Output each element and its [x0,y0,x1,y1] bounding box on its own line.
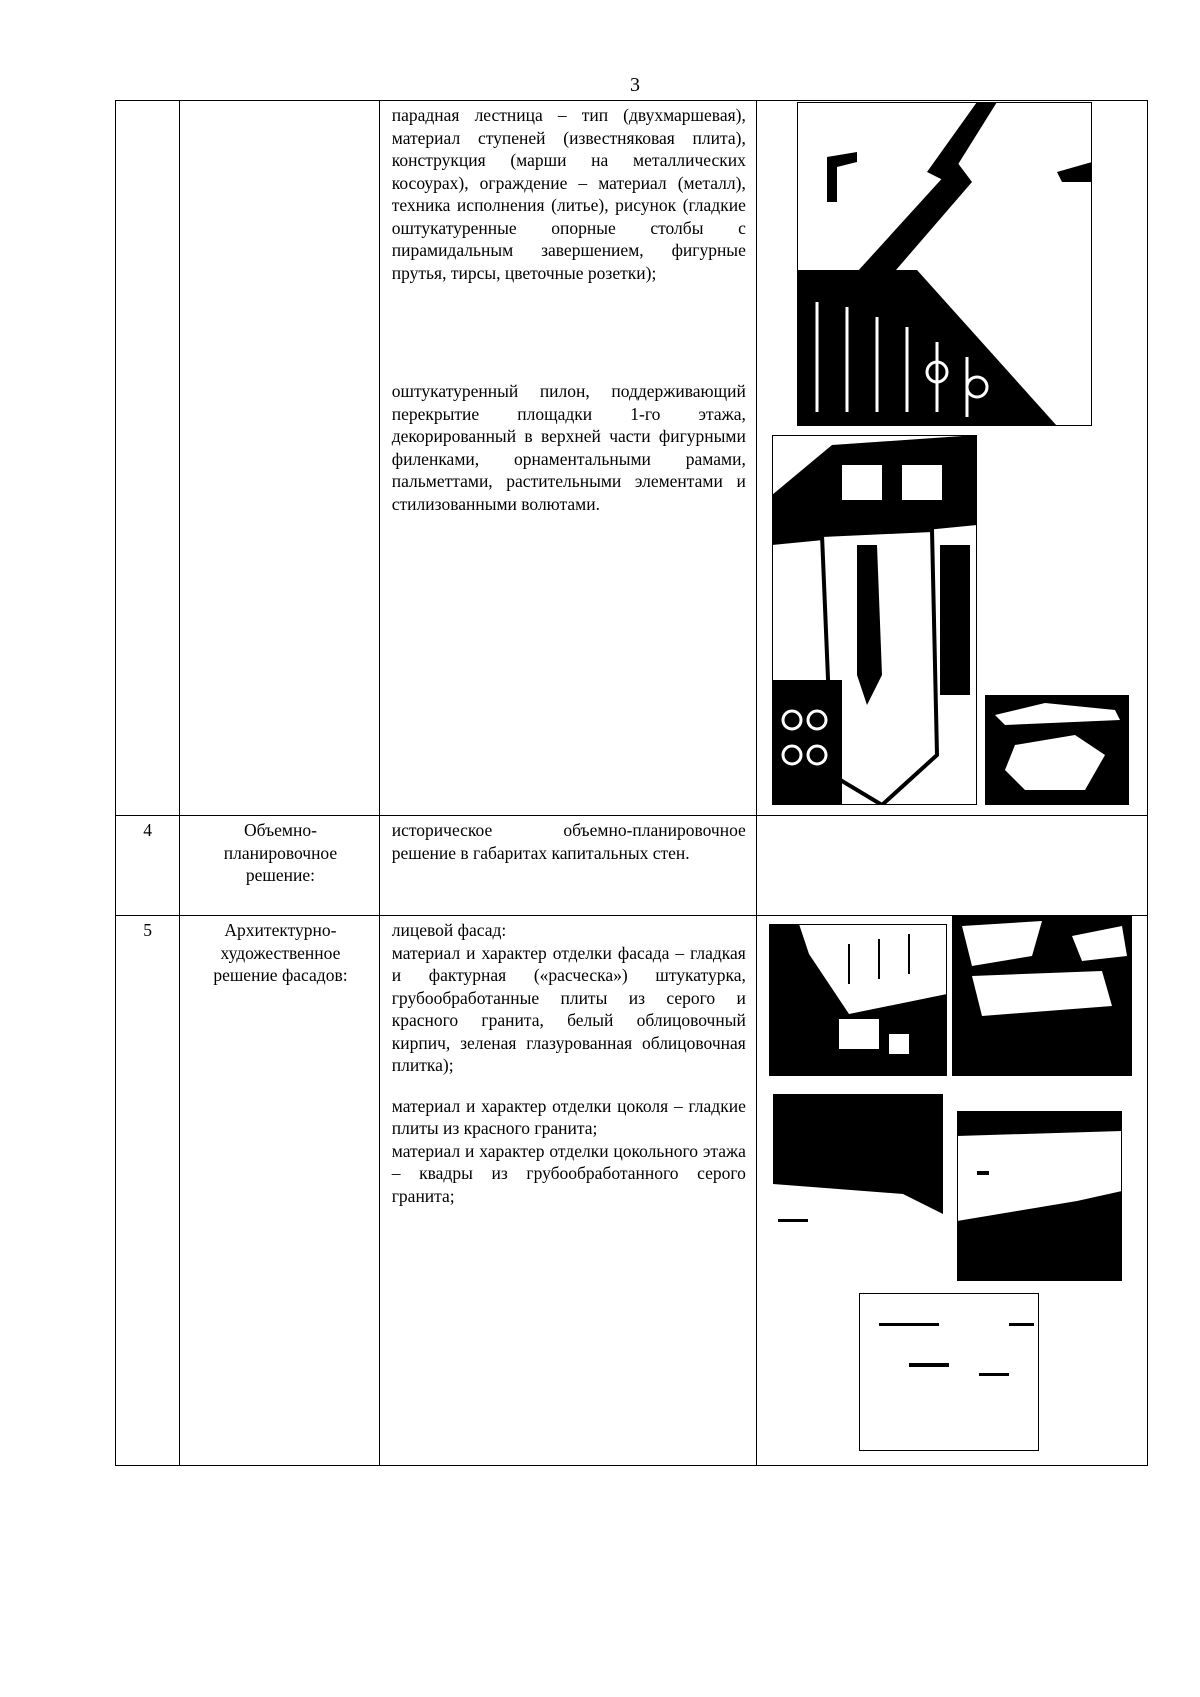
row-description-cell [379,816,756,916]
plinth-finish-description: материал и характер отделки цоколя – гладкие плиты из красного гранита; [391,1095,746,1138]
row-photos-cell [756,916,1147,1466]
facade-corner-photo [769,924,947,1076]
table-row [116,816,1148,916]
row-number-cell [116,916,180,1466]
row-description-cell [379,101,756,816]
facade-finish-description: материал и характер отделки фасада – гладкая и фактурная («расческа») штукатурка, грубообработанные плиты из серого и красного гранита, белый облицовочный кирпич, зеленая глазурованная облицовочная плитка); [391,942,746,1075]
row-title-cell [180,916,380,1466]
row-title: Объемно-планировочное решение: [223,820,338,885]
row-description-cell [379,916,756,1466]
table-row [116,101,1148,816]
facade-texture-photo [952,916,1132,1076]
monument-subject-table [115,100,1148,1466]
row-title-cell [180,101,380,816]
facade-heading: лицевой фасад: [391,920,507,940]
row-number-cell [116,816,180,916]
layout-description: историческое объемно-планировочное решение в габаритах капитальных стен. [391,820,746,863]
row-title: Архитектурно-художественное решение фасадов: [213,920,348,985]
page-number: 3 [630,74,640,96]
row-number [116,101,179,104]
basement-finish-description: материал и характер отделки цокольного этажа – квадры из грубообработанного серого гранита; [391,1140,746,1206]
row-photos-cell [756,101,1147,816]
pylon-photo [772,435,977,805]
staircase-description: парадная лестница – тип (двухмаршевая), материал ступеней (известняковая плита), конструкция (марши на металлических косоурах), ограждение – материал (металл), техника исполнения (литье), рисунок (гладкие оштукатуренные опорные столбы с пирамидальным завершением, фигурные прутья, тирсы, цветочные розетки); [391,105,746,283]
basement-stone-photo [957,1111,1122,1281]
row-number: 5 [143,920,152,940]
staircase-photo [797,102,1092,426]
row-title-cell [180,816,380,916]
pylon-description: оштукатуренный пилон, поддерживающий перекрытие площадки 1-го этажа, декорированный в верхней части фигурными филенками, орнаментальными рамами, пальметтами, растительными элементами и стилизованными волютами. [391,381,746,514]
plinth-photo [773,1094,943,1234]
row-title [180,101,379,104]
wall-detail-photo [859,1293,1039,1451]
ceiling-detail-photo [985,695,1129,805]
row-number-cell [116,101,180,816]
row-photos-cell [756,816,1147,916]
row-number: 4 [143,820,152,840]
table-row [116,916,1148,1466]
